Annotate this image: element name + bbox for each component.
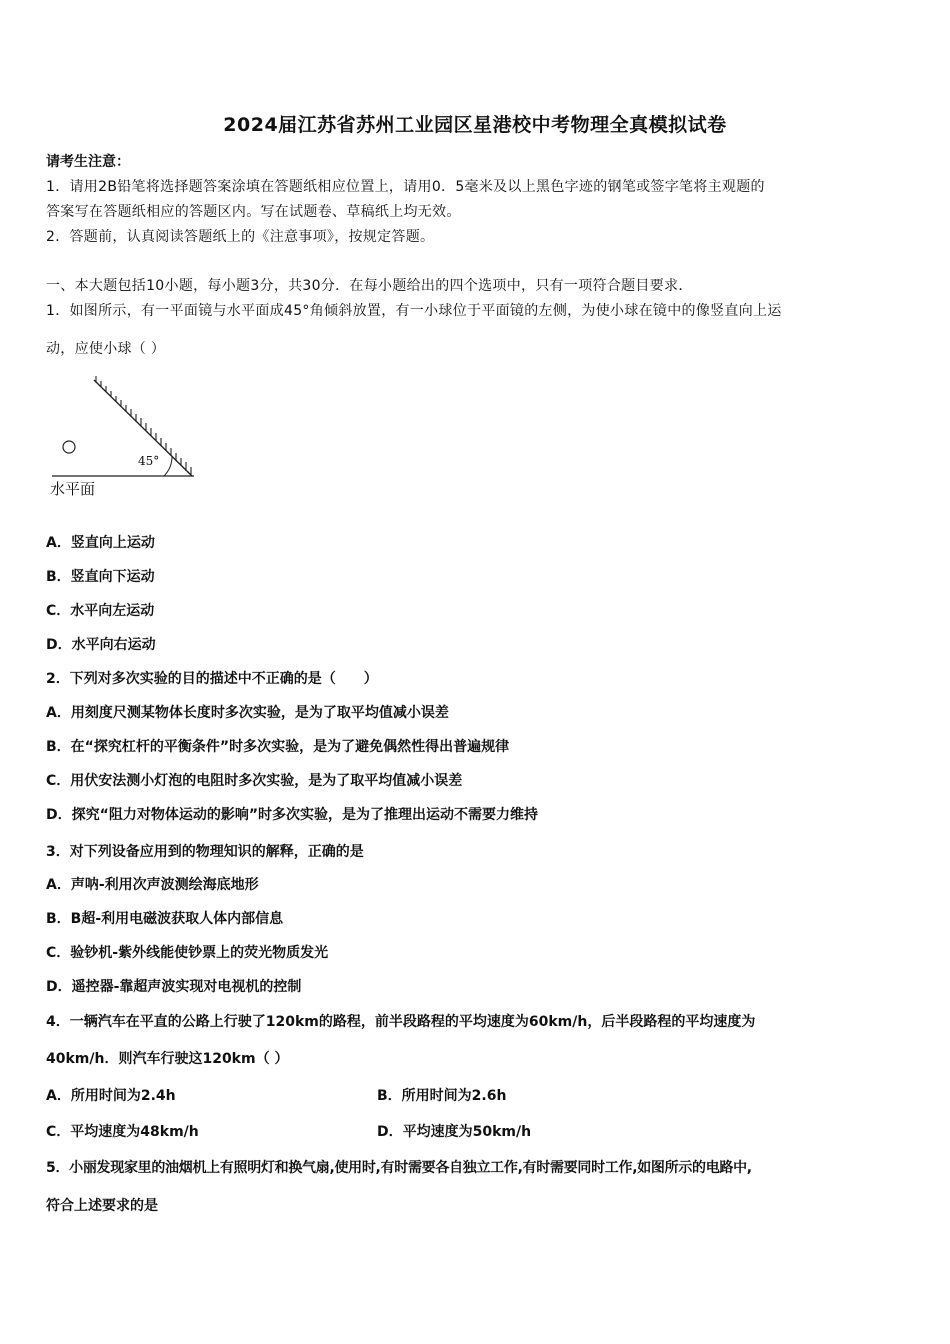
page-title: 2024届江苏省苏州工业园区星港校中考物理全真模拟试卷	[223, 114, 727, 136]
notice-item-1: 1．请用2B铅笔将选择题答案涂填在答题纸相应位置上，请用0．5毫米及以上黑色字迹的钢笔或签字笔将主观题的	[46, 179, 765, 195]
q4-option-c: C．平均速度为48km/h	[46, 1124, 199, 1140]
q5-stem: 5．小丽发现家里的油烟机上有照明灯和换气扇,使用时,有时需要各自独立工作,有时需要同时工作,如图所示的电路中,	[46, 1160, 752, 1176]
q4-option-b: B．所用时间为2.6h	[377, 1088, 507, 1104]
notice-heading: 请考生注意：	[46, 154, 130, 170]
q3-option-d: D．遥控器-靠超声波实现对电视机的控制	[46, 979, 302, 995]
ball	[63, 441, 75, 453]
q4-option-a: A．所用时间为2.4h	[46, 1088, 176, 1104]
section-heading: 一、本大题包括10小题，每小题3分，共30分．在每小题给出的四个选项中，只有一项符合题目要求．	[46, 278, 693, 294]
q2-option-a: A．用刻度尺测某物体长度时多次实验，是为了取平均值减小误差	[46, 705, 449, 721]
q3-option-b: B．B超-利用电磁波获取人体内部信息	[46, 911, 284, 927]
q1-option-c: C．水平向左运动	[46, 603, 155, 619]
q4-option-d: D．平均速度为50km/h	[377, 1124, 532, 1140]
q1-mirror-figure	[46, 372, 206, 504]
q2-stem: 2．下列对多次实验的目的描述中不正确的是（ ）	[46, 671, 378, 687]
q4-stem-cont: 40km/h．则汽车行驶这120km（ ）	[46, 1051, 289, 1067]
q2-option-c: C．用伏安法测小灯泡的电阻时多次实验，是为了取平均值减小误差	[46, 773, 463, 789]
angle-label: 45°	[138, 454, 160, 468]
q1-option-d: D．水平向右运动	[46, 637, 156, 653]
q1-stem: 1．如图所示，有一平面镜与水平面成45°角倾斜放置，有一小球位于平面镜的左侧，为使小球在镜中的像竖直向上运	[46, 303, 782, 319]
q3-option-a: A．声呐-利用次声波测绘海底地形	[46, 877, 259, 893]
q3-option-c: C．验钞机-紫外线能使钞票上的荧光物质发光	[46, 945, 329, 961]
q2-option-b: B．在“探究杠杆的平衡条件”时多次实验，是为了避免偶然性得出普遍规律	[46, 739, 510, 755]
angle-arc	[164, 456, 172, 476]
q3-stem: 3．对下列设备应用到的物理知识的解释，正确的是	[46, 844, 364, 860]
notice-item-1-cont: 答案写在答题纸相应的答题区内。写在试题卷、草稿纸上均无效。	[46, 204, 461, 220]
q5-stem-cont: 符合上述要求的是	[46, 1198, 158, 1214]
ground-label: 水平面	[50, 480, 96, 498]
q2-option-d: D．探究“阻力对物体运动的影响”时多次实验，是为了推理出运动不需要力维持	[46, 807, 539, 823]
notice-item-2: 2．答题前，认真阅读答题纸上的《注意事项》，按规定答题。	[46, 229, 435, 245]
q1-stem-cont: 动，应使小球（ ）	[46, 341, 166, 357]
mirror-diagram	[46, 372, 206, 482]
q1-option-a: A．竖直向上运动	[46, 535, 155, 551]
q4-stem: 4．一辆汽车在平直的公路上行驶了120km的路程，前半段路程的平均速度为60km/h，后半段路程的平均速度为	[46, 1014, 756, 1030]
q1-option-b: B．竖直向下运动	[46, 569, 155, 585]
